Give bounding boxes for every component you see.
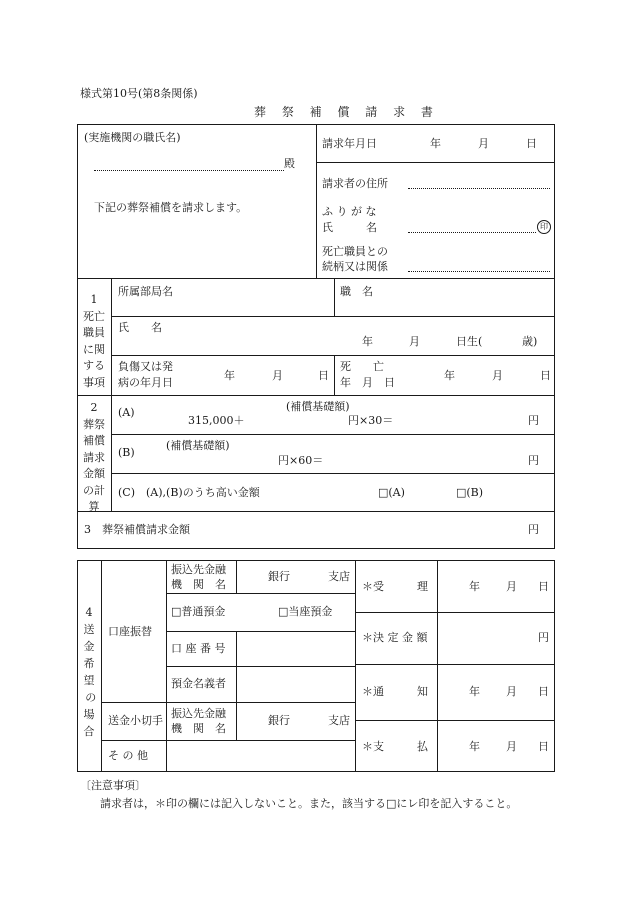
claimant-name-label: 氏 名 <box>322 221 377 234</box>
r-divider-3c <box>236 702 237 740</box>
death-divider <box>334 355 335 395</box>
date-year: 年 <box>430 137 441 150</box>
date-label: 請求年月日 <box>322 137 377 150</box>
received-year: 年 <box>469 580 480 593</box>
death-month: 月 <box>492 369 503 382</box>
r-line-5 <box>101 740 355 741</box>
received-month: 月 <box>506 580 517 593</box>
cheque-bank-label-2: 機 関 名 <box>171 722 226 735</box>
bank-label-2: 機 関 名 <box>171 578 226 591</box>
r-divider-4 <box>355 560 356 772</box>
dept-divider <box>334 278 335 316</box>
section1-label: 1 死亡 職員 に関 する 事項 <box>83 293 105 389</box>
office-line-3 <box>355 720 555 721</box>
death-year: 年 <box>444 369 455 382</box>
s1-row2-line <box>111 355 555 356</box>
other-label: そ の 他 <box>108 749 148 762</box>
received-label: ＊受 理 <box>362 580 428 593</box>
relation-field[interactable] <box>408 271 550 272</box>
injury-day: 日 <box>318 369 329 382</box>
r-line-3 <box>166 666 355 667</box>
notice-day: 日 <box>538 685 549 698</box>
addressee-field[interactable] <box>94 170 284 171</box>
age: 歳) <box>522 335 538 348</box>
department-label: 所属部局名 <box>118 285 173 298</box>
section3-label: 3 葬祭補償請求金額 <box>84 523 190 536</box>
notice-year: 年 <box>469 685 480 698</box>
decision-amount-label: ＊決 定 金 額 <box>362 631 428 644</box>
death-day: 日 <box>540 369 551 382</box>
furigana-label: ふ り が な <box>322 205 377 218</box>
received-day: 日 <box>538 580 549 593</box>
notice-month: 月 <box>506 685 517 698</box>
row-a-base-label: (補償基礎額) <box>286 400 350 413</box>
option-b-checkbox[interactable]: □(B) <box>456 486 484 499</box>
relation-label-2: 続柄又は関係 <box>322 260 388 273</box>
birth-year: 年 <box>362 335 373 348</box>
notes-text: 請求者は，＊印の欄には記入しないこと。また，該当する□にレ印を記入すること。 <box>100 797 518 810</box>
address-label: 請求者の住所 <box>322 177 388 190</box>
cheque-bank-suffix: 銀行 <box>268 714 290 727</box>
header-divider <box>316 124 317 278</box>
option-a-checkbox[interactable]: □(A) <box>378 486 405 499</box>
payment-year: 年 <box>469 740 480 753</box>
form-number: 様式第10号(第8条関係) <box>80 87 198 100</box>
s1-bottom-line <box>77 395 555 396</box>
birth-day: 日生( <box>456 335 483 348</box>
claimant-name-field[interactable] <box>408 232 536 233</box>
payment-label: ＊支 払 <box>362 740 428 753</box>
header-bottom-line <box>77 278 555 279</box>
cheque-bank-label-1: 振込先金融 <box>171 707 226 720</box>
account-holder-label: 預金名義者 <box>171 677 226 690</box>
section4-label: 4 送 金 希 望 の 場 合 <box>83 606 97 739</box>
notice-label: ＊通 知 <box>362 685 428 698</box>
deceased-name-label: 氏 名 <box>118 321 162 334</box>
r-line-1 <box>166 593 355 594</box>
form-title: 葬 祭 補 償 請 求 書 <box>254 105 439 119</box>
date-month: 月 <box>478 137 489 150</box>
section2-label: 2 葬祭 補償 請求 金額 の計 算 <box>83 401 105 513</box>
date-day: 日 <box>526 137 537 150</box>
office-line-1 <box>355 612 555 613</box>
payment-day: 日 <box>538 740 549 753</box>
row-b-formula: 円×60＝ <box>278 454 324 467</box>
address-field[interactable] <box>408 188 550 189</box>
injury-year: 年 <box>224 369 235 382</box>
row-a-unit: 円 <box>528 414 539 427</box>
row-a-amount: 315,000＋ <box>188 414 245 427</box>
header-row-line <box>316 162 555 163</box>
s2-row2-line <box>111 473 555 474</box>
section3-unit: 円 <box>528 523 539 536</box>
s1-row1-line <box>111 316 555 317</box>
remittance-cheque-label: 送金小切手 <box>108 714 163 727</box>
current-deposit-checkbox[interactable]: □当座預金 <box>278 605 333 618</box>
row-a-label: (A) <box>118 406 135 419</box>
row-a-formula: 円×30＝ <box>348 414 394 427</box>
injury-label-2: 病の年月日 <box>118 376 173 389</box>
office-line-2 <box>355 664 555 665</box>
payment-month: 月 <box>506 740 517 753</box>
s2-bottom-line <box>77 511 555 512</box>
r-divider-3a <box>236 560 237 593</box>
addressee-label: (実施機関の職氏名) <box>84 131 181 144</box>
decision-amount-unit: 円 <box>538 631 549 644</box>
death-label-1: 死 亡 <box>340 360 384 373</box>
bank-suffix: 銀行 <box>268 570 290 583</box>
r-line-4 <box>101 702 355 703</box>
row-b-label: (B) <box>118 446 135 459</box>
death-label-2: 年 月 日 <box>340 376 395 389</box>
relation-label-1: 死亡職員との <box>322 245 388 258</box>
row-b-base-label: (補償基礎額) <box>166 439 230 452</box>
position-label: 職 名 <box>340 285 373 298</box>
branch-suffix: 支店 <box>328 570 350 583</box>
injury-month: 月 <box>272 369 283 382</box>
request-sentence: 下記の葬祭補償を請求します。 <box>94 201 248 214</box>
ordinary-deposit-checkbox[interactable]: □普通預金 <box>171 605 226 618</box>
honorific: 殿 <box>284 157 295 170</box>
r-line-2 <box>166 631 355 632</box>
cheque-branch-suffix: 支店 <box>328 714 350 727</box>
account-transfer-label: 口座振替 <box>108 625 152 638</box>
r-divider-5 <box>437 560 438 772</box>
injury-label-1: 負傷又は発 <box>118 360 173 373</box>
s2-row1-line <box>111 434 555 435</box>
seal-icon: 印 <box>537 220 551 234</box>
notes-heading: 〔注意事項〕 <box>80 779 146 792</box>
row-c-label: (C) (A),(B)のうち高い金額 <box>118 486 260 499</box>
row-b-unit: 円 <box>528 454 539 467</box>
account-number-label: 口 座 番 号 <box>171 642 226 655</box>
bank-label-1: 振込先金融 <box>171 563 226 576</box>
birth-month: 月 <box>409 335 420 348</box>
